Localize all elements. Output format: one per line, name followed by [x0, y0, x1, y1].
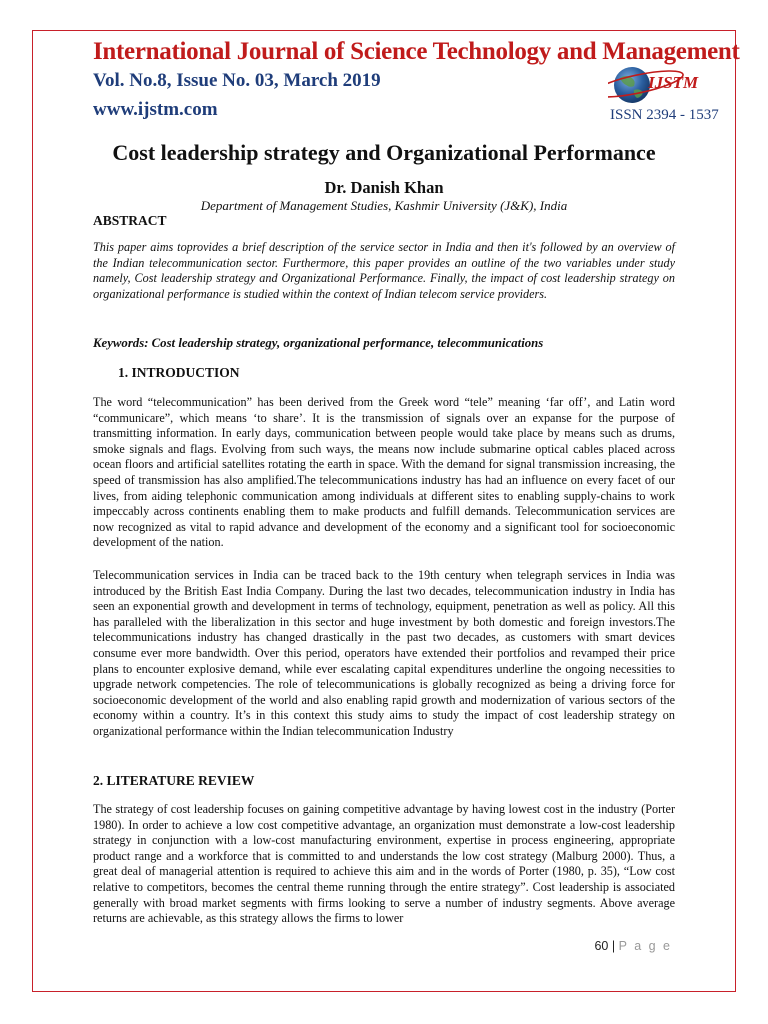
- footer-separator: |: [611, 939, 616, 953]
- abstract-text: This paper aims toprovides a brief description of the service sector in India and then it's followed by an overview of the Indian telecommunication sector. Furthermore, this paper provides an outline of the two variables under study namely, Cost leadership strategy and Organizational Performance. Finally, the impact of cost leadership strategy on organizational performance is studied within the context of Indian telecom service providers.: [93, 240, 675, 301]
- literature-review-heading: 2. LITERATURE REVIEW: [93, 773, 255, 788]
- keywords: Keywords: Cost leadership strategy, organizational performance, telecommunications: [93, 336, 544, 350]
- journal-logo: [608, 62, 704, 108]
- journal-website[interactable]: www.ijstm.com: [93, 99, 218, 120]
- page-label: P a g e: [618, 939, 672, 953]
- author-name: Dr. Danish Khan: [324, 178, 444, 197]
- literature-review-paragraph: The strategy of cost leadership focuses on gaining competitive advantage by having lowest cost in the industry (Porter 1980). In order to achieve a low cost competitive advantage, an organization must demonstrate a low-cost leadership strategy in conjunction with a low-cost manufacturing environment, expertise in process engineering, appropriate product range and a workforce that is committed to and understands the low cost strategy (Malburg 2000). Thus, a great deal of managerial attention is required to achieve this aim and in the words of Porter (1980, p. 35), “Low cost relative to competitors, becomes the central theme running through the entire strategy”. Cost leadership is associated generally with broad market segments with firms looking to serve a number of industry segments. Above average returns are achievable, as this strategy allows the firms to lower: [93, 802, 675, 926]
- introduction-paragraph-1: The word “telecommunication” has been derived from the Greek word “tele” meaning ‘far off’, and Latin word “communicare”, which means ‘to share’. It is the transmission of signals over an expanse for the purpose of transmitting information. In early days, communication between people would take place by means such as drums, smoke signals and flags. Evolving from such ways, the means now include submarine optical cables placed across ocean floors and artificial satellites rotating the earth in space. With the demand for signal transmission increasing, the speed of transmission has also amplified.The telecommunications industry has had an influence on every facet of our lives, from aiding telephonic communication among individuals at different sites to enabling supply-chains to work impeccably across continents enabling them to make products and fulfill demands. Telecommunication services are now recognized as vital to rapid advance and development of the economy and a significant tool for socioeconomic development of the nation.: [93, 395, 675, 550]
- journal-title: International Journal of Science Technology and Management: [93, 38, 740, 65]
- abstract-heading: ABSTRACT: [93, 213, 167, 228]
- logo-text: IJSTM: [648, 73, 699, 92]
- issn: ISSN 2394 - 1537: [610, 107, 719, 123]
- paper-title: Cost leadership strategy and Organizational Performance: [112, 140, 656, 165]
- introduction-paragraph-2: Telecommunication services in India can be traced back to the 19th century when telegraph services in India was introduced by the British East India Company. During the last two decades, telecommunication industry in India has seen an exponential growth and development in terms of technology, equipment, penetration as well as policy. All this has paralleled with the liberalization in this sector and huge investment by both domestic and foreign investors.The telecommunications industry has changed drastically in the past two decades, as customers with smart devices consume ever more bandwidth. Over this period, operators have extended their portfolios and revamped their price plans to encounter explosive demand, while ever escalating capital expenditures underline the ongoing necessities to upgrade network competencies. The role of telecommunications is globally recognized as being a driving force for socioeconomic development of the world and also enabling rapid growth and modernization of various sectors of the economy within a country. It’s in this context this study aims to study the impact of cost leadership strategy on organizational performance within the Indian telecommunication Industry: [93, 568, 675, 738]
- page-footer: [560, 939, 672, 953]
- issue-info: Vol. No.8, Issue No. 03, March 2019: [93, 70, 381, 91]
- author-affiliation: Department of Management Studies, Kashmir University (J&K), India: [200, 198, 568, 213]
- introduction-heading: 1. INTRODUCTION: [118, 365, 240, 380]
- page-number: 60: [594, 939, 609, 953]
